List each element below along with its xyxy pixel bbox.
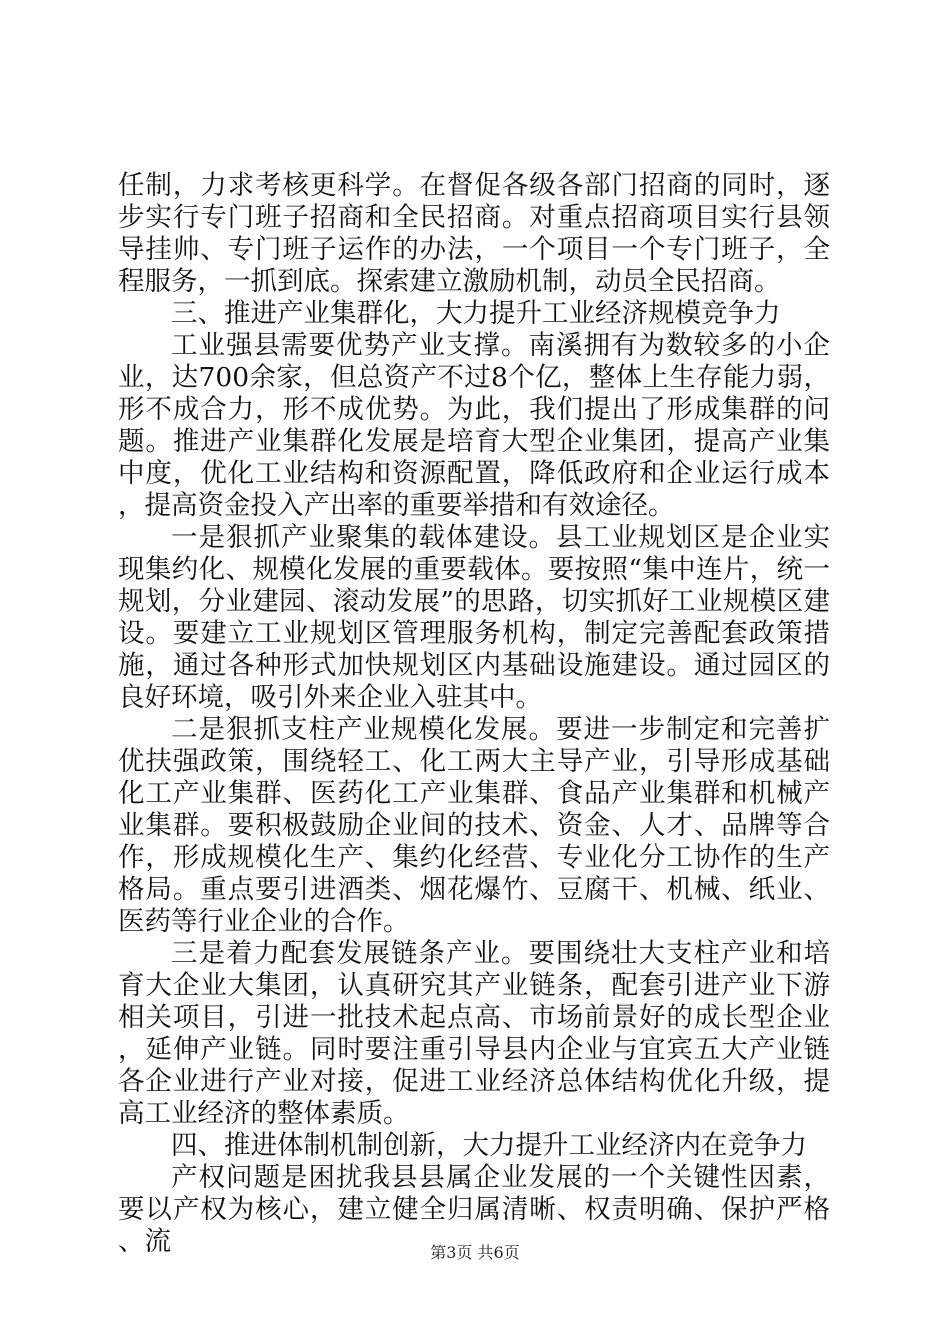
section-heading-3: 三、推进产业集群化，大力提升工业经济规模竞争力: [171, 298, 781, 329]
paragraph-1: 任制，力求考核更科学。在督促各级各部门招商的同时，逐步实行专门班子招商和全民招商。对重点招商项目实行县领导挂帅、专门班子运作的办法，一个项目一个专门班子，全程服务，一抓到底。探索建立激励机制，动员全民招商。: [118, 170, 830, 297]
page-footer: 第3页 共6页: [430, 1243, 520, 1262]
paragraph-4: 一是狠抓产业聚集的载体建设。县工业规划区是企业实现集约化、规模化发展的重要载体。要按照“集中连片，统一规划，分业建园、滚动发展”的思路，切实抓好工业规模区建设。要建立工业规划区管理服务机构，制定完善配套政策措施，通过各种形式加快规划区内基础设施建设。通过园区的良好环境，吸引外来企业入驻其中。: [118, 522, 830, 713]
paragraph-3: 工业强县需要优势产业支撑。南溪拥有为数较多的小企业，达700余家，但总资产不过8个亿，整体上生存能力弱，形不成合力，形不成优势。为此，我们提出了形成集群的问题。推进产业集群化发展是培育大型企业集团，提高产业集中度，优化工业结构和资源配置，降低政府和企业运行成本，提高资金投入产出率的重要举措和有效途径。: [118, 330, 830, 521]
section-heading-4: 四、推进体制机制创新，大力提升工业经济内在竞争力: [171, 1130, 807, 1161]
body-text: [118, 170, 830, 1258]
paragraph-5: 二是狠抓支柱产业规模化发展。要进一步制定和完善扩优扶强政策，围绕轻工、化工两大主导产业，引导形成基础化工产业集群、医药化工产业集群、食品产业集群和机械产业集群。要积极鼓励企业间的技术、资金、人才、品牌等合作，形成规模化生产、集约化经营、专业化分工协作的生产格局。重点要引进酒类、烟花爆竹、豆腐干、机械、纸业、医药等行业企业的合作。: [118, 714, 830, 937]
paragraph-8: 产权问题是困扰我县县属企业发展的一个关键性因素，要以产权为核心，建立健全归属清晰、权责明确、保护严格、流: [118, 1162, 830, 1257]
paragraph-6: 三是着力配套发展链条产业。要围绕壮大支柱产业和培育大企业大集团，认真研究其产业链条，配套引进产业下游相关项目，引进一批技术起点高、市场前景好的成长型企业，延伸产业链。同时要注重引导县内企业与宜宾五大产业链各企业进行产业对接，促进工业经济总体结构优化升级，提高工业经济的整体素质。: [118, 938, 830, 1129]
